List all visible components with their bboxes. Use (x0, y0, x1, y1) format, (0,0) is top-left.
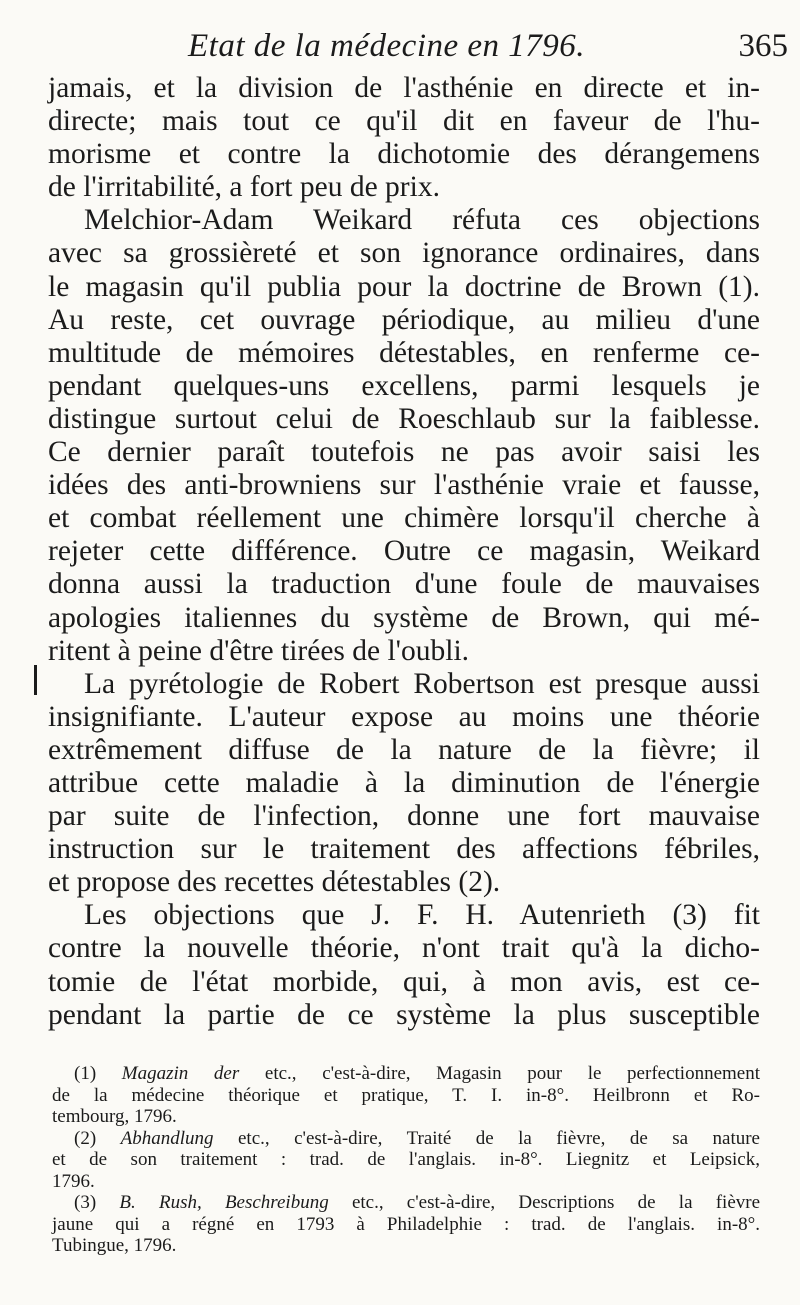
text-line: insignifiante. L'auteur expose au moins une théorie (48, 700, 760, 733)
footnote-2 (52, 1128, 760, 1150)
footnote-text: etc., c'est-à-dire, Descriptions de la fièvre (328, 1192, 761, 1213)
footnote-text: 1796. (52, 1170, 95, 1192)
footnote-text: etc., c'est-à-dire, Magasin pour le perfectionnement (239, 1063, 760, 1084)
text-line: par suite de l'infection, donne une fort mauvaise (48, 800, 760, 833)
text-line: donna aussi la traduction d'une foule de mauvaises (48, 568, 760, 601)
page-number: 365 (738, 28, 788, 64)
footnote-title: Magazin der (121, 1063, 240, 1084)
text-line: rejeter cette différence. Outre ce magasin, Weikard (48, 535, 760, 568)
footnotes (52, 1063, 760, 1257)
text-line: instruction sur le traitement des affections fébriles, (48, 833, 760, 866)
footnote-1 (52, 1063, 760, 1085)
footnote-text: et de son traitement : trad. de l'anglais. in-8°. Liegnitz et Leipsick, (52, 1149, 760, 1170)
footnote-text: Tubingue, 1796. (52, 1235, 177, 1256)
text-line: Au reste, cet ouvrage périodique, au milieu d'une (48, 303, 760, 336)
text-line: ritent à peine d'être tirées de l'oubli. (48, 634, 470, 667)
text-line: Les objections que J. F. H. Autenrieth (3) fit (84, 899, 760, 932)
text-line: et propose des recettes détestables (2). (48, 866, 501, 899)
text-line: Ce dernier paraît toutefois ne pas avoir saisi les (48, 436, 760, 469)
footnote-title: B. Rush, Beschreibung (119, 1192, 329, 1213)
footnote-marker: (2) (74, 1127, 97, 1149)
margin-mark (34, 665, 37, 695)
running-title: Etat de la médecine en 1796. (188, 28, 586, 64)
footnote-title: Abhandlung (120, 1127, 214, 1149)
text-line: distingue surtout celui de Roeschlaub sur la faiblesse. (48, 402, 760, 435)
text-line: directe; mais tout ce qu'il dit en faveur de l'hu- (48, 105, 760, 138)
footnote-text: tembourg, 1796. (52, 1106, 177, 1127)
text-line: idées des anti-browniens sur l'asthénie vraie et fausse, (48, 469, 760, 502)
text-line: apologies italiennes du système de Brown, qui mé- (48, 601, 760, 634)
text-line: tomie de l'état morbide, qui, à mon avis, est ce- (48, 965, 760, 998)
text-line: avec sa grossièreté et son ignorance ordinaires, dans (48, 237, 760, 270)
footnote-text: jaune qui a régné en 1793 à Philadelphie : trad. de l'anglais. in-8°. (52, 1213, 760, 1235)
text-line: attribue cette maladie à la diminution de l'énergie (48, 766, 760, 799)
footnote-text: de la médecine théorique et pratique, T. I. in-8°. Heilbronn et Ro- (52, 1084, 760, 1106)
text-line: morisme et contre la dichotomie des dérangemens (48, 138, 760, 171)
footnote-text: etc., c'est-à-dire, Traité de la fièvre, de sa nature (213, 1127, 760, 1149)
text-line: La pyrétologie de Robert Robertson est presque aussi (84, 667, 760, 700)
body-text (48, 72, 760, 1032)
text-line: contre la nouvelle théorie, n'ont trait qu'à la dicho- (48, 932, 760, 965)
text-line: jamais, et la division de l'asthénie en directe et in- (48, 72, 760, 104)
text-line: et combat réellement une chimère lorsqu'il cherche à (48, 502, 760, 535)
text-line: Melchior-Adam Weikard réfuta ces objections (84, 204, 760, 237)
text-line: pendant quelques-uns excellens, parmi lesquels je (48, 369, 760, 402)
text-line: pendant la partie de ce système la plus susceptible (48, 998, 760, 1031)
text-line: extrêmement diffuse de la nature de la fièvre; il (48, 733, 760, 766)
text-line: le magasin qu'il publia pour la doctrine de Brown (1). (48, 270, 760, 303)
footnote-marker: (3) (74, 1192, 97, 1213)
footnote-3 (52, 1192, 760, 1214)
running-head (48, 28, 788, 72)
text-line: multitude de mémoires détestables, en renferme ce- (48, 336, 760, 369)
footnote-marker: (1) (74, 1063, 97, 1084)
text-line: de l'irritabilité, a fort peu de prix. (48, 171, 440, 204)
